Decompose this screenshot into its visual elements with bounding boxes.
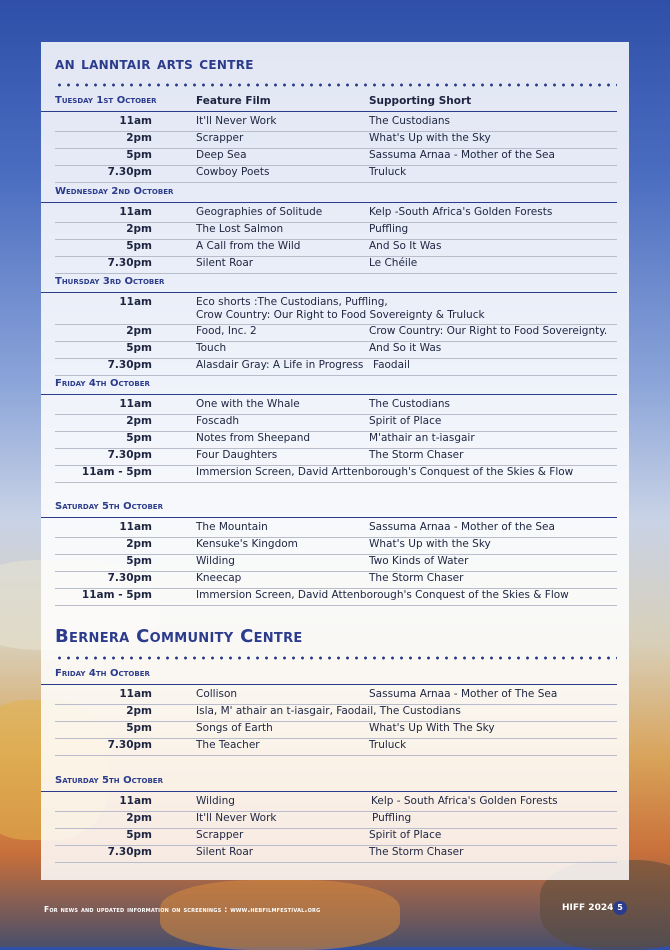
background-stroke <box>160 880 400 950</box>
column-header-short: Supporting Short <box>369 95 472 107</box>
screening-time: 7.30pm <box>107 846 152 858</box>
feature-film: Immersion Screen, David Arttenborough's Conquest of the Skies & Flow <box>196 466 574 478</box>
supporting-short: The Storm Chaser <box>369 846 464 858</box>
supporting-short: The Storm Chaser <box>369 449 464 461</box>
screening-time: 11am <box>119 521 152 533</box>
feature-film: It'll Never Work <box>196 812 277 824</box>
feature-film: Silent Roar <box>196 846 254 858</box>
day-label: Friday 4th October <box>55 378 150 389</box>
supporting-short: And So It Was <box>369 240 442 252</box>
screening-time: 7.30pm <box>107 739 152 751</box>
feature-film: Eco shorts :The Custodians, Puffling, <box>196 296 388 308</box>
screening-row <box>55 115 617 132</box>
supporting-short: Crow Country: Our Right to Food Sovereignty. <box>369 325 608 337</box>
screening-time: 11am <box>119 398 152 410</box>
day-heading <box>41 186 617 203</box>
screening-row <box>55 538 617 555</box>
screening-time: 2pm <box>126 812 152 824</box>
screening-time: 11am <box>119 795 152 807</box>
feature-film: Geographies of Solitude <box>196 206 323 218</box>
feature-film: Songs of Earth <box>196 722 273 734</box>
schedule-panel <box>41 42 629 880</box>
screening-row <box>55 149 617 166</box>
feature-film: Cowboy Poets <box>196 166 270 178</box>
screening-row <box>55 555 617 572</box>
feature-film: Scrapper <box>196 829 244 841</box>
screening-time: 5pm <box>126 555 152 567</box>
screening-time: 5pm <box>126 722 152 734</box>
screening-row <box>55 449 617 466</box>
screening-row <box>55 359 617 376</box>
screening-row <box>55 398 617 415</box>
screening-row <box>55 688 617 705</box>
feature-film: Four Daughters <box>196 449 278 461</box>
screening-time: 5pm <box>126 342 152 354</box>
supporting-short: What's Up With The Sky <box>369 722 495 734</box>
screening-time: 5pm <box>126 432 152 444</box>
feature-film: A Call from the Wild <box>196 240 301 252</box>
day-heading <box>41 668 617 685</box>
feature-film: Immersion Screen, David Attenborough's Conquest of the Skies & Flow <box>196 589 569 601</box>
screening-time: 11am <box>119 115 152 127</box>
feature-film: The Teacher <box>196 739 260 751</box>
screening-time: 7.30pm <box>107 359 152 371</box>
feature-film: Foscadh <box>196 415 240 427</box>
day-label: Friday 4th October <box>55 668 150 679</box>
screening-row <box>55 846 617 863</box>
footer-info-link[interactable]: For news and updated information on screenings : www.hebfilmfestival.org <box>44 905 321 914</box>
day-label: Thursday 3rd October <box>55 276 165 287</box>
supporting-short: What's Up with the Sky <box>369 538 491 550</box>
supporting-short: The Custodians <box>369 398 451 410</box>
festival-brand: HIFF 2024 <box>562 903 614 913</box>
page-number-badge: 5 <box>613 901 627 915</box>
feature-film: Kneecap <box>196 572 242 584</box>
supporting-short: Sassuma Arnaa - Mother of The Sea <box>369 688 558 700</box>
screening-time: 11am <box>119 688 152 700</box>
screening-row <box>55 257 617 274</box>
feature-film: Touch <box>196 342 227 354</box>
screening-row <box>55 432 617 449</box>
feature-film: The Mountain <box>196 521 268 533</box>
supporting-short: Sassuma Arnaa - Mother of the Sea <box>369 521 555 533</box>
screening-row <box>55 812 617 829</box>
feature-film: Wilding <box>196 795 235 807</box>
screening-time: 2pm <box>126 325 152 337</box>
screening-time: 7.30pm <box>107 257 152 269</box>
screening-time: 7.30pm <box>107 166 152 178</box>
screening-time: 5pm <box>126 149 152 161</box>
day-heading <box>41 378 617 395</box>
venue-title: Bernera Community Centre <box>55 626 303 647</box>
dotted-divider <box>55 83 617 87</box>
day-label: Wednesday 2nd October <box>55 186 174 197</box>
screening-row <box>55 166 617 183</box>
supporting-short: Faodail <box>373 359 410 371</box>
screening-row <box>55 223 617 240</box>
screening-row <box>55 705 617 722</box>
screening-row <box>55 240 617 257</box>
screening-time: 11am <box>119 296 152 308</box>
feature-film: Silent Roar <box>196 257 254 269</box>
supporting-short: What's Up with the Sky <box>369 132 491 144</box>
screening-time: 7.30pm <box>107 572 152 584</box>
screening-row <box>55 795 617 812</box>
screening-row <box>55 572 617 589</box>
screening-time: 11am - 5pm <box>81 466 152 478</box>
screening-row <box>55 521 617 538</box>
supporting-short: Truluck <box>369 166 407 178</box>
day-label: Saturday 5th October <box>55 775 163 786</box>
feature-film: It'll Never Work <box>196 115 277 127</box>
feature-film: One with the Whale <box>196 398 300 410</box>
supporting-short: Truluck <box>369 739 407 751</box>
day-heading <box>41 95 617 112</box>
day-label: Tuesday 1st October <box>55 95 157 106</box>
supporting-short: Puffling <box>369 223 409 235</box>
day-label: Saturday 5th October <box>55 501 163 512</box>
feature-film: Alasdair Gray: A Life in Progress <box>196 359 364 371</box>
screening-row <box>55 739 617 756</box>
supporting-short: And So it Was <box>369 342 442 354</box>
feature-film-continued: Crow Country: Our Right to Food Sovereignty & Truluck <box>196 309 485 321</box>
screening-time: 5pm <box>126 240 152 252</box>
supporting-short: Puffling <box>372 812 412 824</box>
day-heading <box>41 501 617 518</box>
screening-row <box>55 132 617 149</box>
supporting-short: Kelp -South Africa's Golden Forests <box>369 206 553 218</box>
feature-film: Collison <box>196 688 238 700</box>
screening-time: 7.30pm <box>107 449 152 461</box>
screening-time: 2pm <box>126 415 152 427</box>
feature-film: Food, Inc. 2 <box>196 325 257 337</box>
screening-row <box>55 206 617 223</box>
column-header-film: Feature Film <box>196 95 271 107</box>
supporting-short: The Custodians <box>369 115 451 127</box>
feature-film: Kensuke's Kingdom <box>196 538 298 550</box>
supporting-short: Spirit of Place <box>369 829 442 841</box>
venue-title: an lanntair arts centre <box>55 54 254 74</box>
screening-time: 2pm <box>126 538 152 550</box>
supporting-short: Kelp - South Africa's Golden Forests <box>371 795 558 807</box>
dotted-divider <box>55 656 617 660</box>
screening-time: 2pm <box>126 132 152 144</box>
screening-row <box>55 589 617 606</box>
supporting-short: M'athair an t-iasgair <box>369 432 475 444</box>
supporting-short: Spirit of Place <box>369 415 442 427</box>
screening-row <box>55 415 617 432</box>
screening-row <box>55 722 617 739</box>
screening-time: 11am - 5pm <box>81 589 152 601</box>
screening-time: 11am <box>119 206 152 218</box>
screening-row <box>55 296 617 325</box>
screening-time: 2pm <box>126 705 152 717</box>
screening-row <box>55 342 617 359</box>
day-heading <box>41 775 617 792</box>
screening-time: 5pm <box>126 829 152 841</box>
screening-row <box>55 325 617 342</box>
supporting-short: The Storm Chaser <box>369 572 464 584</box>
supporting-short: Sassuma Arnaa - Mother of the Sea <box>369 149 555 161</box>
screening-row <box>55 466 617 483</box>
feature-film: Notes from Sheepand <box>196 432 311 444</box>
feature-film: Isla, M' athair an t-iasgair, Faodail, The Custodians <box>196 705 461 717</box>
feature-film: The Lost Salmon <box>196 223 284 235</box>
supporting-short: Le Chéile <box>369 257 418 269</box>
screening-time: 2pm <box>126 223 152 235</box>
supporting-short: Two Kinds of Water <box>369 555 469 567</box>
screening-row <box>55 829 617 846</box>
feature-film: Deep Sea <box>196 149 247 161</box>
day-heading <box>41 276 617 293</box>
feature-film: Scrapper <box>196 132 244 144</box>
feature-film: Wilding <box>196 555 235 567</box>
